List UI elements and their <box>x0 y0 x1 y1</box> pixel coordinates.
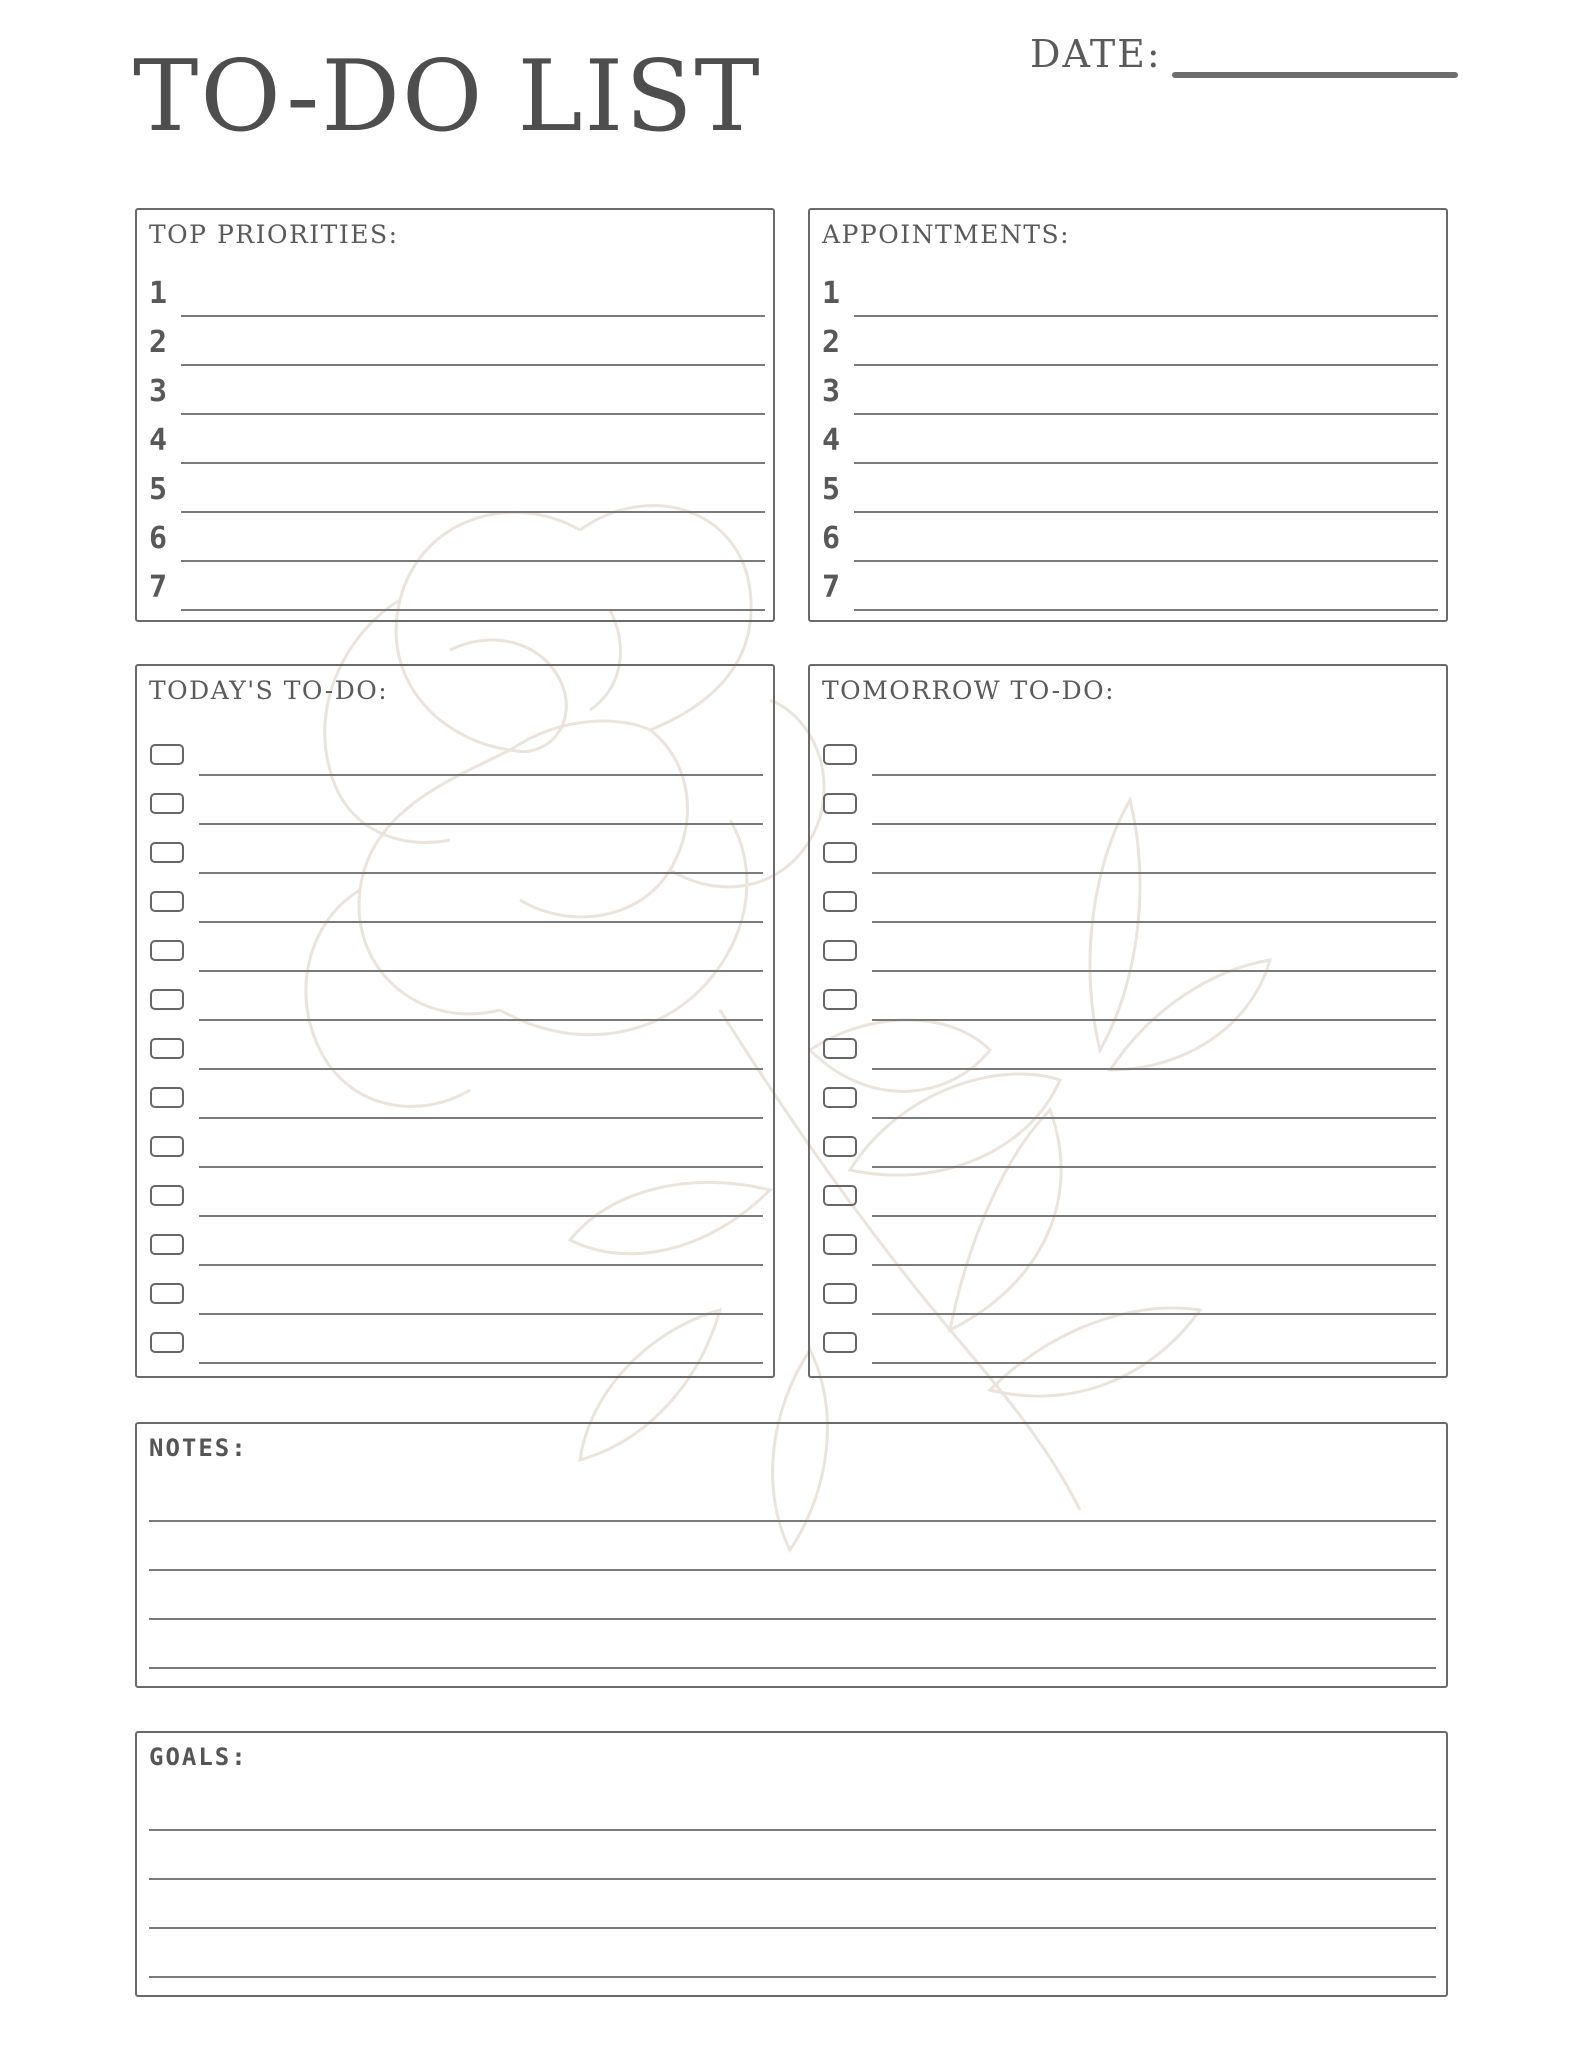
date-label: DATE: <box>1030 32 1162 76</box>
tomorrow-todo-row[interactable] <box>810 1221 1446 1270</box>
today-todo-row[interactable] <box>137 1172 773 1221</box>
tomorrow-todo-line <box>872 1166 1436 1168</box>
today-todo-row[interactable] <box>137 829 773 878</box>
tomorrow-todo-row[interactable] <box>810 878 1446 927</box>
today-todo-checkbox[interactable] <box>150 1136 184 1157</box>
tomorrow-todo-line <box>872 1019 1436 1021</box>
tomorrow-todo-label: TOMORROW TO-DO: <box>822 676 1116 705</box>
tomorrow-todo-row[interactable] <box>810 927 1446 976</box>
priority-number: 1 <box>149 276 168 311</box>
notes-line[interactable] <box>149 1618 1436 1620</box>
today-todo-checkbox[interactable] <box>150 1087 184 1108</box>
tomorrow-todo-line <box>872 774 1436 776</box>
appointment-row[interactable] <box>810 513 1446 562</box>
tomorrow-todo-row[interactable] <box>810 829 1446 878</box>
today-todo-checkbox[interactable] <box>150 891 184 912</box>
tomorrow-todo-row[interactable] <box>810 1025 1446 1074</box>
today-todo-line <box>199 1117 763 1119</box>
tomorrow-todo-line <box>872 872 1436 874</box>
goals-section <box>135 1731 1448 1997</box>
priority-line <box>181 609 765 611</box>
today-todo-checkbox[interactable] <box>150 793 184 814</box>
tomorrow-todo-line <box>872 1215 1436 1217</box>
priority-row[interactable] <box>137 317 773 366</box>
priority-row[interactable] <box>137 415 773 464</box>
today-todo-checkbox[interactable] <box>150 1283 184 1304</box>
today-todo-row[interactable] <box>137 927 773 976</box>
tomorrow-todo-checkbox[interactable] <box>823 1234 857 1255</box>
tomorrow-todo-row[interactable] <box>810 1319 1446 1368</box>
priority-number: 5 <box>149 472 168 507</box>
tomorrow-todo-line <box>872 1313 1436 1315</box>
notes-line[interactable] <box>149 1667 1436 1669</box>
today-todo-checkbox[interactable] <box>150 940 184 961</box>
priority-row[interactable] <box>137 268 773 317</box>
today-todo-checkbox[interactable] <box>150 842 184 863</box>
today-todo-row[interactable] <box>137 1319 773 1368</box>
today-todo-row[interactable] <box>137 976 773 1025</box>
notes-line[interactable] <box>149 1520 1436 1522</box>
today-todo-checkbox[interactable] <box>150 1234 184 1255</box>
tomorrow-todo-checkbox[interactable] <box>823 793 857 814</box>
today-todo-section <box>135 664 775 1378</box>
tomorrow-todo-section <box>808 664 1448 1378</box>
appointment-number: 2 <box>822 325 841 360</box>
priority-number: 4 <box>149 423 168 458</box>
today-todo-checkbox[interactable] <box>150 1185 184 1206</box>
priority-number: 6 <box>149 521 168 556</box>
priority-row[interactable] <box>137 366 773 415</box>
appointment-number: 3 <box>822 374 841 409</box>
priority-row[interactable] <box>137 562 773 611</box>
today-todo-line <box>199 823 763 825</box>
tomorrow-todo-row[interactable] <box>810 976 1446 1025</box>
tomorrow-todo-checkbox[interactable] <box>823 1136 857 1157</box>
tomorrow-todo-row[interactable] <box>810 1270 1446 1319</box>
appointment-row[interactable] <box>810 562 1446 611</box>
tomorrow-todo-line <box>872 1362 1436 1364</box>
goals-line[interactable] <box>149 1878 1436 1880</box>
goals-label: GOALS: <box>149 1743 248 1771</box>
top-priorities-section <box>135 208 775 622</box>
appointment-number: 1 <box>822 276 841 311</box>
today-todo-line <box>199 1019 763 1021</box>
tomorrow-todo-checkbox[interactable] <box>823 989 857 1010</box>
today-todo-row[interactable] <box>137 1270 773 1319</box>
today-todo-line <box>199 970 763 972</box>
today-todo-label: TODAY'S TO-DO: <box>149 676 389 705</box>
tomorrow-todo-checkbox[interactable] <box>823 1185 857 1206</box>
today-todo-row[interactable] <box>137 878 773 927</box>
tomorrow-todo-line <box>872 1117 1436 1119</box>
today-todo-checkbox[interactable] <box>150 1332 184 1353</box>
today-todo-checkbox[interactable] <box>150 744 184 765</box>
appointments-label: APPOINTMENTS: <box>822 220 1071 249</box>
today-todo-line <box>199 1215 763 1217</box>
appointment-row[interactable] <box>810 268 1446 317</box>
today-todo-row[interactable] <box>137 1123 773 1172</box>
today-todo-line <box>199 1313 763 1315</box>
priority-row[interactable] <box>137 513 773 562</box>
today-todo-row[interactable] <box>137 731 773 780</box>
notes-line[interactable] <box>149 1569 1436 1571</box>
tomorrow-todo-row[interactable] <box>810 1074 1446 1123</box>
tomorrow-todo-checkbox[interactable] <box>823 1087 857 1108</box>
tomorrow-todo-checkbox[interactable] <box>823 1332 857 1353</box>
tomorrow-todo-row[interactable] <box>810 780 1446 829</box>
priority-row[interactable] <box>137 464 773 513</box>
appointment-row[interactable] <box>810 464 1446 513</box>
appointments-section <box>808 208 1448 622</box>
tomorrow-todo-checkbox[interactable] <box>823 891 857 912</box>
priority-number: 2 <box>149 325 168 360</box>
page-title: TO-DO LIST <box>133 40 762 154</box>
appointment-number: 6 <box>822 521 841 556</box>
tomorrow-todo-checkbox[interactable] <box>823 1038 857 1059</box>
notes-label: NOTES: <box>149 1434 248 1462</box>
today-todo-line <box>199 921 763 923</box>
goals-line[interactable] <box>149 1829 1436 1831</box>
today-todo-checkbox[interactable] <box>150 1038 184 1059</box>
tomorrow-todo-checkbox[interactable] <box>823 940 857 961</box>
today-todo-row[interactable] <box>137 780 773 829</box>
today-todo-line <box>199 1166 763 1168</box>
today-todo-checkbox[interactable] <box>150 989 184 1010</box>
appointment-number: 5 <box>822 472 841 507</box>
tomorrow-todo-row[interactable] <box>810 1172 1446 1221</box>
today-todo-line <box>199 1362 763 1364</box>
priority-number: 3 <box>149 374 168 409</box>
tomorrow-todo-line <box>872 1068 1436 1070</box>
tomorrow-todo-line <box>872 970 1436 972</box>
today-todo-line <box>199 872 763 874</box>
today-todo-row[interactable] <box>137 1221 773 1270</box>
today-todo-line <box>199 774 763 776</box>
goals-line[interactable] <box>149 1927 1436 1929</box>
tomorrow-todo-line <box>872 1264 1436 1266</box>
appointment-number: 7 <box>822 570 841 605</box>
today-todo-line <box>199 1068 763 1070</box>
priority-number: 7 <box>149 570 168 605</box>
appointment-line <box>854 609 1438 611</box>
tomorrow-todo-checkbox[interactable] <box>823 744 857 765</box>
tomorrow-todo-line <box>872 921 1436 923</box>
appointment-row[interactable] <box>810 366 1446 415</box>
appointment-row[interactable] <box>810 317 1446 366</box>
today-todo-row[interactable] <box>137 1074 773 1123</box>
tomorrow-todo-checkbox[interactable] <box>823 842 857 863</box>
tomorrow-todo-row[interactable] <box>810 731 1446 780</box>
appointment-number: 4 <box>822 423 841 458</box>
today-todo-row[interactable] <box>137 1025 773 1074</box>
date-input-line[interactable] <box>1172 72 1458 78</box>
tomorrow-todo-checkbox[interactable] <box>823 1283 857 1304</box>
top-priorities-label: TOP PRIORITIES: <box>149 220 399 249</box>
notes-section <box>135 1422 1448 1688</box>
appointment-row[interactable] <box>810 415 1446 464</box>
goals-line[interactable] <box>149 1976 1436 1978</box>
today-todo-line <box>199 1264 763 1266</box>
tomorrow-todo-row[interactable] <box>810 1123 1446 1172</box>
tomorrow-todo-line <box>872 823 1436 825</box>
